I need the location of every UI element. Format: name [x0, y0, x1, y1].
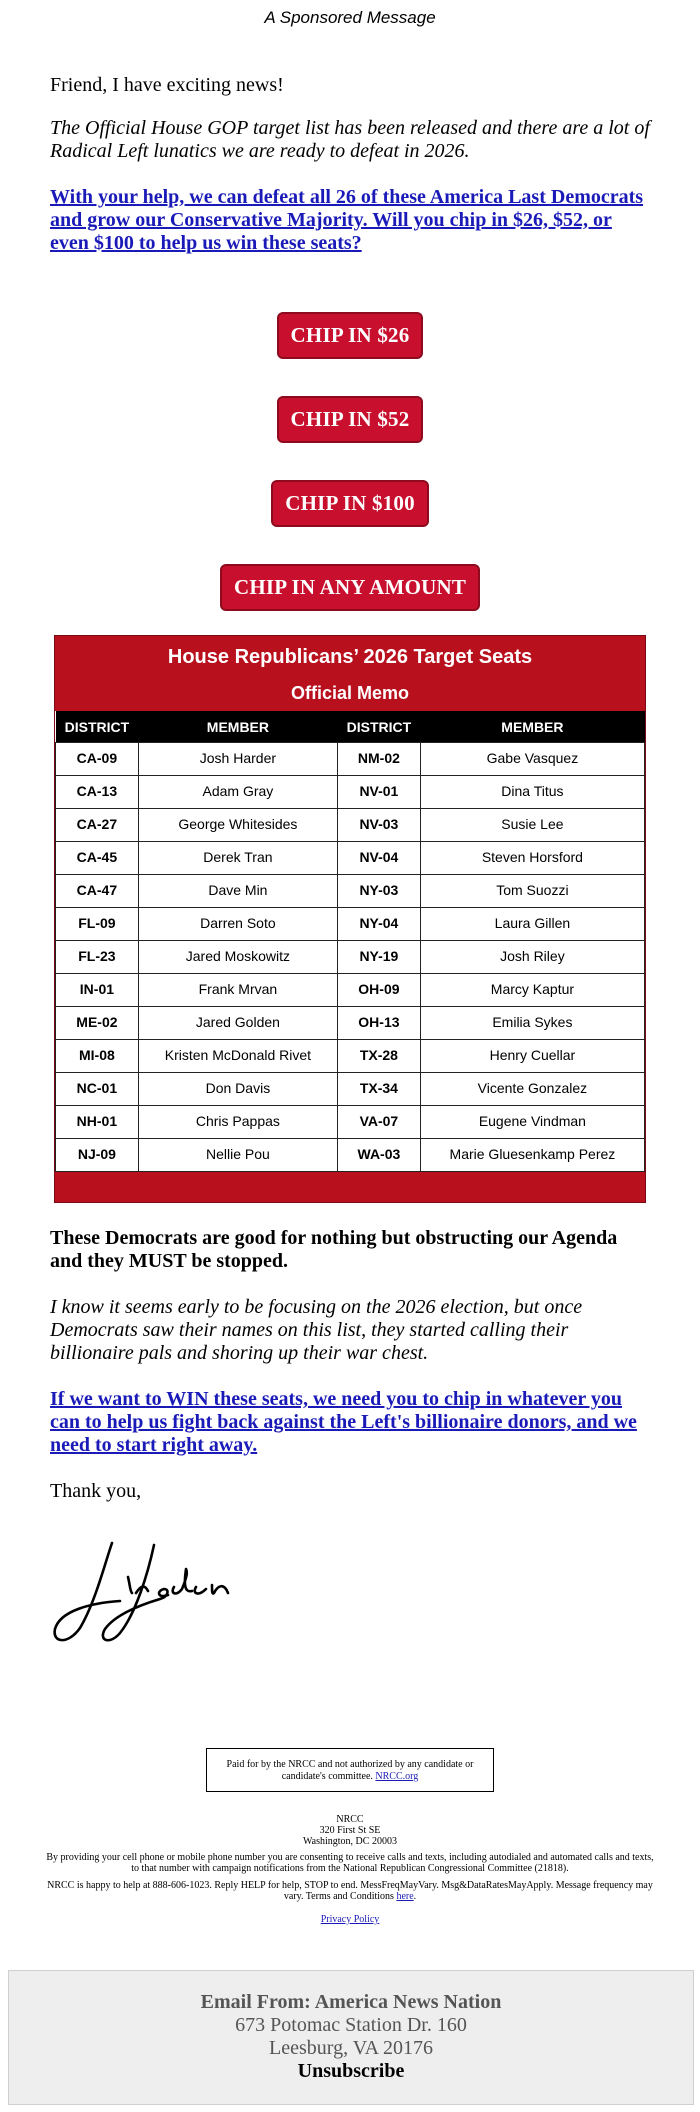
- table-body: [56, 743, 645, 1172]
- district-cell: CA-47: [56, 875, 139, 908]
- district-cell: OH-13: [338, 1007, 421, 1040]
- member-cell: Steven Horsford: [420, 842, 644, 875]
- help-text: NRCC is happy to help at 888-606-1023. Reply HELP for help, STOP to end. MessFreqMayVary. Msg&DataRatesMayApply. Message frequency may vary. Terms and Conditions: [47, 1880, 653, 1902]
- chip-in-26-button[interactable]: CHIP IN $26: [277, 312, 424, 359]
- district-cell: VA-07: [338, 1106, 421, 1139]
- member-cell: Kristen McDonald Rivet: [138, 1040, 337, 1073]
- consent-text: By providing your cell phone or mobile phone number you are consenting to receive calls and texts, including autodialed and automated calls and texts, to that number with campaign notifications from the National Republican Congressional Committee (21818).: [46, 1852, 654, 1874]
- table-row: [56, 1073, 645, 1106]
- win-link[interactable]: If we want to WIN these seats, we need you to chip in whatever you can to help us fight back against the Left's billionaire donors, and we need to start right away.: [50, 1388, 637, 1456]
- unsubscribe-link[interactable]: Unsubscribe: [297, 2060, 405, 2082]
- member-cell: Vicente Gonzalez: [420, 1073, 644, 1106]
- district-cell: CA-09: [56, 743, 139, 776]
- org-name: NRCC: [336, 1814, 364, 1825]
- table-row: [56, 842, 645, 875]
- district-cell: WA-03: [338, 1139, 421, 1172]
- table-row: [56, 743, 645, 776]
- district-cell: NV-03: [338, 809, 421, 842]
- district-cell: FL-23: [56, 941, 139, 974]
- chip-in-any-amount-button[interactable]: CHIP IN ANY AMOUNT: [220, 564, 480, 611]
- member-cell: Jared Golden: [138, 1007, 337, 1040]
- member-cell: George Whitesides: [138, 809, 337, 842]
- district-cell: NH-01: [56, 1106, 139, 1139]
- district-cell: CA-45: [56, 842, 139, 875]
- table-row: [56, 1106, 645, 1139]
- member-cell: Henry Cuellar: [420, 1040, 644, 1073]
- district-cell: CA-13: [56, 776, 139, 809]
- member-cell: Marie Gluesenkamp Perez: [420, 1139, 644, 1172]
- signature-icon: [50, 1533, 310, 1653]
- member-cell: Darren Soto: [138, 908, 337, 941]
- table-row: [56, 941, 645, 974]
- terms-here-link[interactable]: here: [396, 1891, 414, 1902]
- sponsored-label: A Sponsored Message: [264, 8, 436, 27]
- district-cell: NJ-09: [56, 1139, 139, 1172]
- header-district-2: DISTRICT: [338, 711, 421, 743]
- member-cell: Laura Gillen: [420, 908, 644, 941]
- district-cell: MI-08: [56, 1040, 139, 1073]
- chip-in-100-button[interactable]: CHIP IN $100: [271, 480, 429, 527]
- district-cell: TX-34: [338, 1073, 421, 1106]
- district-cell: NM-02: [338, 743, 421, 776]
- org-city: Washington, DC 20003: [303, 1836, 397, 1847]
- email-from: Email From: America News Nation: [200, 1991, 502, 2013]
- table-row: [56, 875, 645, 908]
- table-header-row: [56, 711, 645, 743]
- district-cell: NY-19: [338, 941, 421, 974]
- table-row: [56, 776, 645, 809]
- privacy-policy-link[interactable]: Privacy Policy: [320, 1914, 380, 1925]
- table-row: [56, 809, 645, 842]
- greeting: Friend, I have exciting news!: [50, 74, 284, 96]
- member-cell: Emilia Sykes: [420, 1007, 644, 1040]
- member-cell: Nellie Pou: [138, 1139, 337, 1172]
- sender-street: 673 Potomac Station Dr. 160: [235, 2014, 467, 2036]
- nrcc-link[interactable]: NRCC.org: [375, 1771, 419, 1782]
- member-cell: Frank Mrvan: [138, 974, 337, 1007]
- member-cell: Derek Tran: [138, 842, 337, 875]
- table-row: [56, 1007, 645, 1040]
- chip-in-52-button[interactable]: CHIP IN $52: [277, 396, 424, 443]
- member-cell: Eugene Vindman: [420, 1106, 644, 1139]
- memo-footer-bar: [55, 1172, 645, 1202]
- member-cell: Adam Gray: [138, 776, 337, 809]
- obstruct-text: These Democrats are good for nothing but obstructing our Agenda and they MUST be stopped.: [50, 1227, 618, 1272]
- member-cell: Don Davis: [138, 1073, 337, 1106]
- member-cell: Jared Moskowitz: [138, 941, 337, 974]
- org-street: 320 First St SE: [319, 1825, 381, 1836]
- sender-city: Leesburg, VA 20176: [269, 2037, 433, 2059]
- district-cell: NY-03: [338, 875, 421, 908]
- member-cell: Tom Suozzi: [420, 875, 644, 908]
- target-seats-memo: [54, 635, 646, 1203]
- paid-for-box: [206, 1748, 494, 1792]
- header-member-1: MEMBER: [138, 711, 337, 743]
- header-member-2: MEMBER: [420, 711, 644, 743]
- table-row: [56, 974, 645, 1007]
- district-cell: OH-09: [338, 974, 421, 1007]
- email-from-box: [8, 1970, 694, 2105]
- district-cell: NC-01: [56, 1073, 139, 1106]
- district-cell: NV-01: [338, 776, 421, 809]
- district-cell: TX-28: [338, 1040, 421, 1073]
- header-district-1: DISTRICT: [56, 711, 139, 743]
- signature: [50, 1533, 650, 1653]
- memo-subtitle: Official Memo: [290, 683, 410, 703]
- member-cell: Gabe Vasquez: [420, 743, 644, 776]
- thanks-text: Thank you,: [50, 1480, 142, 1502]
- district-cell: IN-01: [56, 974, 139, 1007]
- member-cell: Dina Titus: [420, 776, 644, 809]
- target-seats-table: [55, 711, 645, 1172]
- table-row: [56, 1040, 645, 1073]
- intro-text: The Official House GOP target list has been released and there are a lot of Radical Left lunatics we are ready to defeat in 2026.: [50, 117, 650, 162]
- memo-title: House Republicans’ 2026 Target Seats: [167, 646, 533, 668]
- member-cell: Josh Harder: [138, 743, 337, 776]
- member-cell: Chris Pappas: [138, 1106, 337, 1139]
- district-cell: NY-04: [338, 908, 421, 941]
- table-row: [56, 1139, 645, 1172]
- member-cell: Marcy Kaptur: [420, 974, 644, 1007]
- district-cell: CA-27: [56, 809, 139, 842]
- early-text: I know it seems early to be focusing on the 2026 election, but once Democrats saw their names on this list, they started calling their billionaire pals and shoring up their war chest.: [50, 1296, 583, 1364]
- table-row: [56, 908, 645, 941]
- member-cell: Josh Riley: [420, 941, 644, 974]
- district-cell: FL-09: [56, 908, 139, 941]
- district-cell: NV-04: [338, 842, 421, 875]
- paid-for-text: Paid for by the NRCC and not authorized by any candidate or candidate's committee.: [226, 1759, 474, 1782]
- ask-link[interactable]: With your help, we can defeat all 26 of these America Last Democrats and grow our Conservative Majority. Will you chip in $26, $52, or even $100 to help us win these seats?: [50, 186, 644, 254]
- district-cell: ME-02: [56, 1007, 139, 1040]
- member-cell: Susie Lee: [420, 809, 644, 842]
- member-cell: Dave Min: [138, 875, 337, 908]
